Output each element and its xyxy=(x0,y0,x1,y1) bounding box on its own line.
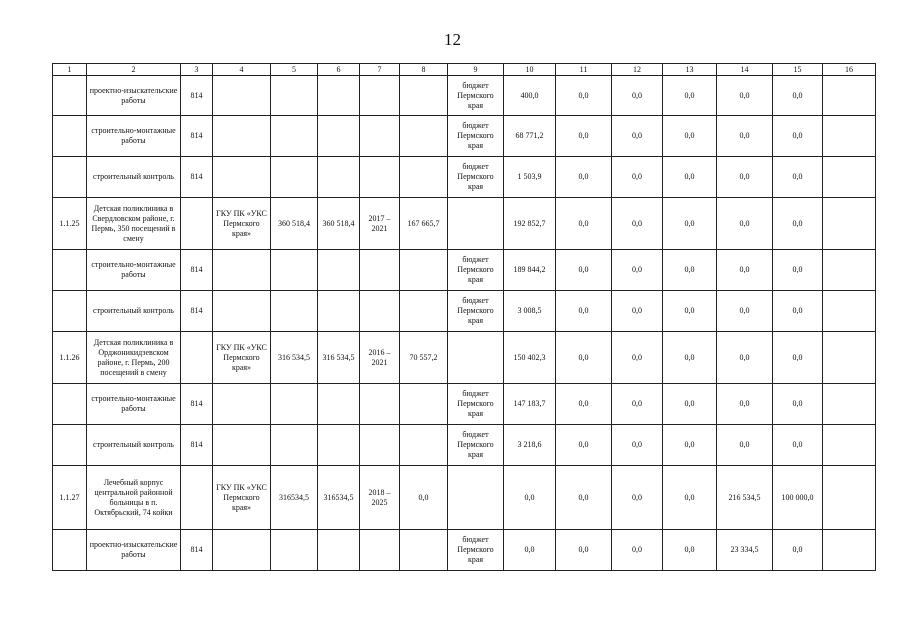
cell-col-2: строительно-монтажные работы xyxy=(87,384,181,425)
column-number: 10 xyxy=(504,64,556,76)
cell-col-4 xyxy=(213,116,271,157)
cell-col-11: 0,0 xyxy=(556,530,612,571)
cell-col-15: 0,0 xyxy=(773,425,823,466)
column-number: 1 xyxy=(53,64,87,76)
cell-col-14: 0,0 xyxy=(717,425,773,466)
cell-col-11: 0,0 xyxy=(556,198,612,250)
cell-col-7 xyxy=(360,425,400,466)
cell-col-6 xyxy=(318,291,360,332)
cell-col-9: бюджет Пермского края xyxy=(448,384,504,425)
cell-col-4: ГКУ ПК «УКС Пермского края» xyxy=(213,466,271,530)
table-row xyxy=(53,332,876,384)
cell-col-2: строительный контроль xyxy=(87,291,181,332)
cell-col-13: 0,0 xyxy=(663,530,717,571)
column-number: 4 xyxy=(213,64,271,76)
cell-col-6 xyxy=(318,76,360,116)
cell-col-12: 0,0 xyxy=(612,466,663,530)
cell-col-2: строительно-монтажные работы xyxy=(87,116,181,157)
table-row xyxy=(53,530,876,571)
cell-col-4 xyxy=(213,530,271,571)
cell-col-12: 0,0 xyxy=(612,530,663,571)
cell-col-8: 0,0 xyxy=(400,466,448,530)
cell-col-5 xyxy=(271,250,318,291)
cell-col-12: 0,0 xyxy=(612,198,663,250)
column-number: 6 xyxy=(318,64,360,76)
table-row xyxy=(53,425,876,466)
cell-col-10: 192 852,7 xyxy=(504,198,556,250)
cell-col-10: 3 008,5 xyxy=(504,291,556,332)
cell-col-6: 316 534,5 xyxy=(318,332,360,384)
cell-col-10: 1 503,9 xyxy=(504,157,556,198)
cell-col-16 xyxy=(823,466,876,530)
cell-col-15: 0,0 xyxy=(773,157,823,198)
cell-col-7: 2016 – 2021 xyxy=(360,332,400,384)
cell-col-2: проектно-изыскательские работы xyxy=(87,76,181,116)
cell-col-5 xyxy=(271,291,318,332)
cell-col-16 xyxy=(823,332,876,384)
cell-col-15: 0,0 xyxy=(773,250,823,291)
column-number: 2 xyxy=(87,64,181,76)
cell-col-11: 0,0 xyxy=(556,116,612,157)
cell-col-10: 147 183,7 xyxy=(504,384,556,425)
column-number: 3 xyxy=(181,64,213,76)
cell-col-2: строительно-монтажные работы xyxy=(87,250,181,291)
cell-col-13: 0,0 xyxy=(663,466,717,530)
cell-col-3: 814 xyxy=(181,250,213,291)
cell-col-4 xyxy=(213,425,271,466)
cell-col-11: 0,0 xyxy=(556,425,612,466)
cell-col-16 xyxy=(823,116,876,157)
cell-col-11: 0,0 xyxy=(556,250,612,291)
cell-col-14: 0,0 xyxy=(717,198,773,250)
cell-col-2: Лечебный корпус центральной районной больницы в п. Октябрьский, 74 койки xyxy=(87,466,181,530)
cell-col-13: 0,0 xyxy=(663,116,717,157)
cell-col-6 xyxy=(318,530,360,571)
cell-col-12: 0,0 xyxy=(612,384,663,425)
cell-col-14: 216 534,5 xyxy=(717,466,773,530)
cell-col-9 xyxy=(448,198,504,250)
cell-col-8 xyxy=(400,530,448,571)
cell-col-7: 2018 – 2025 xyxy=(360,466,400,530)
cell-col-16 xyxy=(823,530,876,571)
cell-col-7 xyxy=(360,76,400,116)
cell-col-14: 0,0 xyxy=(717,157,773,198)
cell-col-12: 0,0 xyxy=(612,76,663,116)
cell-col-9 xyxy=(448,332,504,384)
cell-col-2: проектно-изыскательские работы xyxy=(87,530,181,571)
cell-col-3: 814 xyxy=(181,116,213,157)
cell-col-1 xyxy=(53,76,87,116)
column-number: 14 xyxy=(717,64,773,76)
cell-col-4: ГКУ ПК «УКС Пермского края» xyxy=(213,198,271,250)
column-number: 8 xyxy=(400,64,448,76)
cell-col-5: 316 534,5 xyxy=(271,332,318,384)
cell-col-15: 0,0 xyxy=(773,198,823,250)
cell-col-8 xyxy=(400,76,448,116)
cell-col-4 xyxy=(213,384,271,425)
cell-col-10: 400,0 xyxy=(504,76,556,116)
cell-col-7: 2017 – 2021 xyxy=(360,198,400,250)
cell-col-9: бюджет Пермского края xyxy=(448,530,504,571)
cell-col-5 xyxy=(271,530,318,571)
cell-col-12: 0,0 xyxy=(612,116,663,157)
cell-col-7 xyxy=(360,291,400,332)
cell-col-14: 0,0 xyxy=(717,291,773,332)
cell-col-11: 0,0 xyxy=(556,332,612,384)
cell-col-1: 1.1.27 xyxy=(53,466,87,530)
cell-col-11: 0,0 xyxy=(556,466,612,530)
cell-col-10: 189 844,2 xyxy=(504,250,556,291)
cell-col-1 xyxy=(53,384,87,425)
cell-col-13: 0,0 xyxy=(663,157,717,198)
column-number: 5 xyxy=(271,64,318,76)
cell-col-3 xyxy=(181,198,213,250)
cell-col-1 xyxy=(53,291,87,332)
cell-col-5 xyxy=(271,425,318,466)
cell-col-2: строительный контроль xyxy=(87,157,181,198)
table-body xyxy=(53,64,876,571)
cell-col-8: 167 665,7 xyxy=(400,198,448,250)
cell-col-16 xyxy=(823,157,876,198)
cell-col-15: 0,0 xyxy=(773,291,823,332)
cell-col-1 xyxy=(53,425,87,466)
column-number: 7 xyxy=(360,64,400,76)
cell-col-15: 0,0 xyxy=(773,332,823,384)
page-number: 12 xyxy=(444,30,461,49)
table-row xyxy=(53,116,876,157)
cell-col-6: 316534,5 xyxy=(318,466,360,530)
cell-col-8 xyxy=(400,291,448,332)
cell-col-13: 0,0 xyxy=(663,250,717,291)
cell-col-16 xyxy=(823,250,876,291)
column-number-row xyxy=(53,64,876,76)
cell-col-4 xyxy=(213,76,271,116)
cell-col-9: бюджет Пермского края xyxy=(448,291,504,332)
cell-col-8 xyxy=(400,157,448,198)
cell-col-10: 68 771,2 xyxy=(504,116,556,157)
cell-col-12: 0,0 xyxy=(612,250,663,291)
cell-col-12: 0,0 xyxy=(612,425,663,466)
cell-col-1 xyxy=(53,157,87,198)
cell-col-14: 0,0 xyxy=(717,76,773,116)
cell-col-9: бюджет Пермского края xyxy=(448,76,504,116)
cell-col-8: 70 557,2 xyxy=(400,332,448,384)
cell-col-14: 0,0 xyxy=(717,332,773,384)
cell-col-3 xyxy=(181,332,213,384)
cell-col-15: 0,0 xyxy=(773,384,823,425)
cell-col-15: 0,0 xyxy=(773,116,823,157)
cell-col-13: 0,0 xyxy=(663,291,717,332)
cell-col-7 xyxy=(360,157,400,198)
cell-col-15: 0,0 xyxy=(773,76,823,116)
cell-col-7 xyxy=(360,530,400,571)
cell-col-9: бюджет Пермского края xyxy=(448,425,504,466)
cell-col-3 xyxy=(181,466,213,530)
cell-col-15: 0,0 xyxy=(773,530,823,571)
column-number: 16 xyxy=(823,64,876,76)
cell-col-16 xyxy=(823,384,876,425)
cell-col-10: 0,0 xyxy=(504,466,556,530)
table-row xyxy=(53,291,876,332)
cell-col-11: 0,0 xyxy=(556,76,612,116)
cell-col-13: 0,0 xyxy=(663,384,717,425)
cell-col-6 xyxy=(318,250,360,291)
table-row xyxy=(53,384,876,425)
cell-col-6 xyxy=(318,157,360,198)
cell-col-3: 814 xyxy=(181,530,213,571)
cell-col-10: 150 402,3 xyxy=(504,332,556,384)
cell-col-3: 814 xyxy=(181,425,213,466)
cell-col-3: 814 xyxy=(181,157,213,198)
cell-col-2: Детская поликлиника в Орджоникидзевском районе, г. Пермь, 200 посещений в смену xyxy=(87,332,181,384)
cell-col-9: бюджет Пермского края xyxy=(448,116,504,157)
cell-col-7 xyxy=(360,384,400,425)
cell-col-3: 814 xyxy=(181,76,213,116)
cell-col-8 xyxy=(400,384,448,425)
cell-col-12: 0,0 xyxy=(612,157,663,198)
cell-col-5 xyxy=(271,157,318,198)
cell-col-1 xyxy=(53,530,87,571)
cell-col-10: 3 218,6 xyxy=(504,425,556,466)
cell-col-1 xyxy=(53,250,87,291)
cell-col-9: бюджет Пермского края xyxy=(448,250,504,291)
cell-col-7 xyxy=(360,250,400,291)
cell-col-13: 0,0 xyxy=(663,425,717,466)
cell-col-3: 814 xyxy=(181,291,213,332)
column-number: 13 xyxy=(663,64,717,76)
table-row xyxy=(53,198,876,250)
table-row xyxy=(53,157,876,198)
cell-col-16 xyxy=(823,76,876,116)
cell-col-2: Детская поликлиника в Свердловском районе, г. Пермь, 350 посещений в смену xyxy=(87,198,181,250)
column-number: 15 xyxy=(773,64,823,76)
cell-col-7 xyxy=(360,116,400,157)
table-row xyxy=(53,466,876,530)
cell-col-2: строительный контроль xyxy=(87,425,181,466)
column-number: 9 xyxy=(448,64,504,76)
cell-col-10: 0,0 xyxy=(504,530,556,571)
cell-col-1 xyxy=(53,116,87,157)
cell-col-16 xyxy=(823,198,876,250)
budget-table xyxy=(52,63,876,571)
cell-col-13: 0,0 xyxy=(663,332,717,384)
cell-col-5 xyxy=(271,116,318,157)
cell-col-4 xyxy=(213,157,271,198)
cell-col-16 xyxy=(823,291,876,332)
cell-col-16 xyxy=(823,425,876,466)
cell-col-6 xyxy=(318,425,360,466)
column-number: 11 xyxy=(556,64,612,76)
cell-col-1: 1.1.26 xyxy=(53,332,87,384)
cell-col-14: 0,0 xyxy=(717,116,773,157)
cell-col-4 xyxy=(213,291,271,332)
cell-col-12: 0,0 xyxy=(612,291,663,332)
cell-col-13: 0,0 xyxy=(663,76,717,116)
cell-col-8 xyxy=(400,250,448,291)
cell-col-1: 1.1.25 xyxy=(53,198,87,250)
table-row xyxy=(53,250,876,291)
cell-col-5 xyxy=(271,384,318,425)
cell-col-6 xyxy=(318,384,360,425)
cell-col-11: 0,0 xyxy=(556,291,612,332)
cell-col-5: 316534,5 xyxy=(271,466,318,530)
cell-col-15: 100 000,0 xyxy=(773,466,823,530)
cell-col-6 xyxy=(318,116,360,157)
cell-col-14: 0,0 xyxy=(717,250,773,291)
cell-col-6: 360 518,4 xyxy=(318,198,360,250)
cell-col-5 xyxy=(271,76,318,116)
cell-col-14: 0,0 xyxy=(717,384,773,425)
cell-col-9: бюджет Пермского края xyxy=(448,157,504,198)
cell-col-11: 0,0 xyxy=(556,157,612,198)
table-row xyxy=(53,76,876,116)
cell-col-8 xyxy=(400,116,448,157)
cell-col-9 xyxy=(448,466,504,530)
cell-col-13: 0,0 xyxy=(663,198,717,250)
column-number: 12 xyxy=(612,64,663,76)
cell-col-4: ГКУ ПК «УКС Пермского края» xyxy=(213,332,271,384)
cell-col-14: 23 334,5 xyxy=(717,530,773,571)
cell-col-5: 360 518,4 xyxy=(271,198,318,250)
cell-col-11: 0,0 xyxy=(556,384,612,425)
cell-col-12: 0,0 xyxy=(612,332,663,384)
cell-col-3: 814 xyxy=(181,384,213,425)
cell-col-4 xyxy=(213,250,271,291)
cell-col-8 xyxy=(400,425,448,466)
